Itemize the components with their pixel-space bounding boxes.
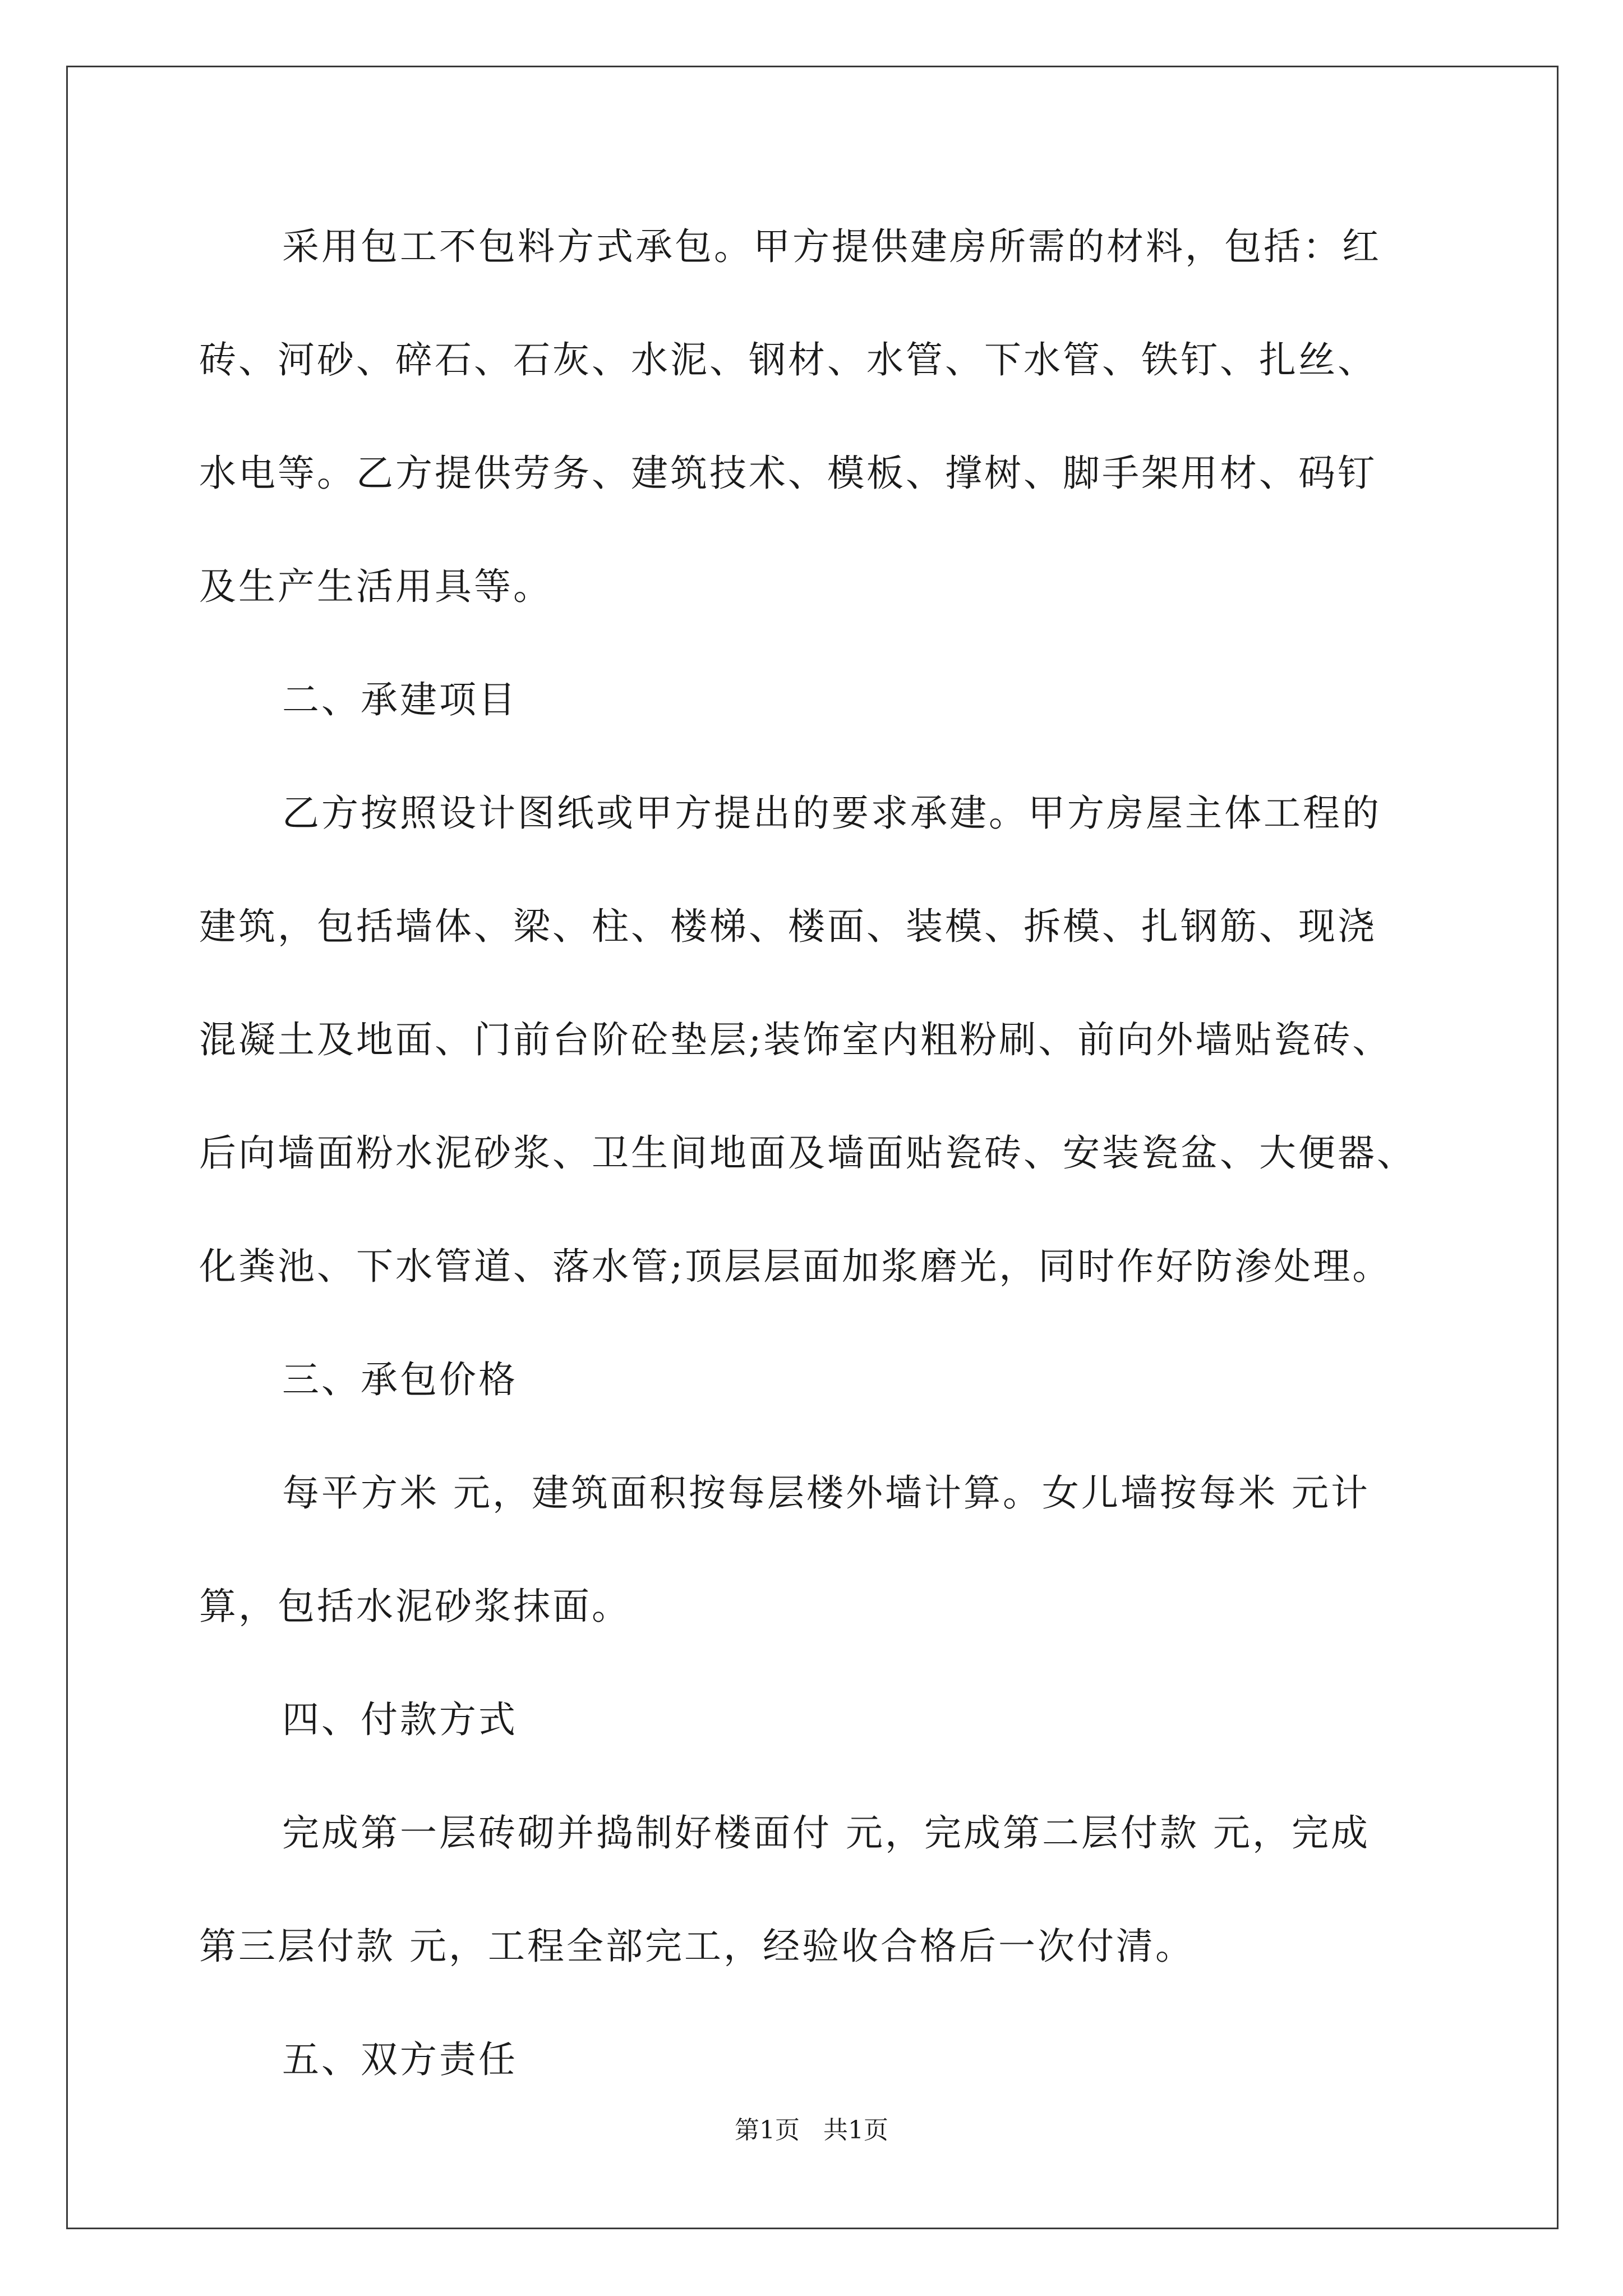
section-heading: 四、付款方式 [282,1698,518,1741]
paragraph-line: 化粪池、下水管道、落水管;顶层层面加浆磨光，同时作好防渗处理。 [199,1245,1392,1288]
paragraph-line: 砖、河砂、碎石、石灰、水泥、钢材、水管、下水管、铁钉、扎丝、 [199,338,1377,381]
paragraph-line: 算，包括水泥砂浆抹面。 [199,1585,631,1628]
paragraph-line: 水电等。乙方提供劳务、建筑技术、模板、撑树、脚手架用材、码钉 [199,452,1377,495]
page-footer [0,2114,1623,2147]
page-number: 第1页 [735,2116,800,2145]
paragraph-line: 采用包工不包料方式承包。甲方提供建房所需的材料，包括：红 [282,225,1381,268]
paragraph-line: 完成第一层砖砌并捣制好楼面付 元，完成第二层付款 元，完成 [282,1811,1370,1855]
page-total: 共1页 [823,2116,888,2145]
paragraph-line: 建筑，包括墙体、梁、柱、楼梯、楼面、装模、拆模、扎钢筋、现浇 [199,905,1377,948]
section-heading: 二、承建项目 [282,678,518,721]
paragraph-line: 每平方米 元，建筑面积按每层楼外墙计算。女儿墙按每米 元计 [282,1471,1370,1515]
section-heading: 五、双方责任 [282,2038,518,2081]
paragraph-line: 后向墙面粉水泥砂浆、卫生间地面及墙面贴瓷砖、安装瓷盆、大便器、 [199,1131,1416,1175]
section-heading: 三、承包价格 [282,1358,518,1401]
paragraph-line: 乙方按照设计图纸或甲方提出的要求承建。甲方房屋主体工程的 [282,792,1381,835]
paragraph-line: 及生产生活用具等。 [199,565,552,608]
paragraph-line: 第三层付款 元，工程全部完工，经验收合格后一次付清。 [199,1925,1195,1968]
paragraph-line: 混凝土及地面、门前台阶砼垫层;装饰室内粗粉刷、前向外墙贴瓷砖、 [199,1018,1392,1061]
